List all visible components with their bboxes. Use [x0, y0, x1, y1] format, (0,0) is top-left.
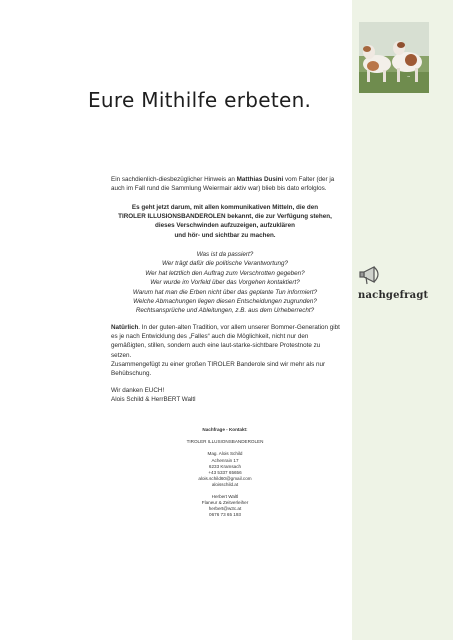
natuerlich-text: . In der guten-alten Tradition, vor allem unserer Bommer-Generation gibt es je nach Entwicklung des „Falles“ auch die Möglichkeit, nicht nur den gemäßigten, stillen, sondern auch eine laut-starke-sichtbare Protestnote zu setzen.: [111, 324, 340, 359]
contact-line: Flaneur & Zeitverleiher: [201, 499, 249, 505]
question-line: Warum hat man die Erben nicht über das geplante Tun informiert?: [132, 288, 318, 296]
megaphone-icon: [358, 262, 392, 290]
question-line: Welche Abmachungen liegen diesen Entscheidungen zugrunden?: [133, 298, 317, 306]
natuerlich-lead: Natürlich: [111, 324, 139, 331]
intro-paragraph: [111, 175, 343, 194]
cows-photo: [359, 22, 429, 93]
question-line: Wer wurde im Vorfeld über das Vorgehen kontaktiert?: [150, 279, 300, 287]
cover-image-cows: [359, 22, 429, 93]
intro-text-1: Ein sachdienlich-diesbezüglicher Hinweis an: [111, 176, 237, 183]
bold-statement: [111, 203, 339, 240]
contact-line: Achenrain 17: [211, 457, 239, 463]
contact-email[interactable]: alois.schild60@gmail.com: [198, 476, 252, 482]
contact-line: Mag. Alois Schild: [207, 451, 243, 457]
thanks-block: [111, 386, 339, 404]
contact-line: +43 5337 65656: [208, 470, 242, 476]
contact-line: 6233 Kramsach: [208, 463, 242, 469]
nachgefragt-label: nachgefragt: [358, 290, 429, 301]
sidebar-panel: [352, 0, 453, 640]
question-line: Wer trägt dafür die politische Verantwortung?: [161, 260, 288, 268]
contact-line: Herbert Waltl: [211, 493, 239, 499]
natuerlich-paragraph: [111, 323, 341, 378]
intro-name: Matthias Dusini: [236, 176, 284, 183]
bold-line: dieses Verschwinden aufzuzeigen, aufzuklären: [155, 222, 295, 230]
nachgefragt-badge: [358, 262, 438, 304]
contact-title: Nachfrage - Kontakt:: [202, 427, 248, 432]
natuerlich-text-2: Zusammengefügt zu einer großen TIROLER Banderole sind wir mehr als nur Behübschung.: [111, 360, 326, 378]
contact-block: [111, 427, 339, 518]
contact-org: TIROLER ILLUSIONSBANDEROLEN: [186, 439, 264, 445]
intro-text-2: vom Falter (der ja auch im Fall rund die Sammlung Weiermair aktiv war) blieb bis dato erfolglos.: [111, 176, 335, 193]
question-line: Was ist da passiert?: [196, 251, 254, 258]
signature-line: Alois Schild & HerrBERT Waltl: [111, 396, 196, 404]
thanks-line: Wir danken EUCH!: [111, 387, 165, 394]
question-line: Rechtsansprüche und Ableitungen, z.B. aus dem Urheberrecht?: [135, 307, 315, 315]
page-title: Eure Mithilfe erbeten.: [88, 88, 312, 112]
contact-website[interactable]: aloisschild.at: [211, 482, 239, 488]
questions-list: [111, 250, 339, 316]
bold-line: TIROLER ILLUSIONSBANDEROLEN bekannt, die zur Verfügung stehen,: [118, 213, 332, 221]
bold-line: und hör- und sichtbar zu machen.: [174, 231, 276, 239]
contact-email[interactable]: herbert@w3c.at: [208, 506, 242, 512]
svg-text:~: ~: [407, 74, 411, 79]
question-line: Wer hat letztlich den Auftrag zum Verschrotten gegeben?: [145, 269, 305, 277]
contact-line: 0676 73 65 193: [209, 512, 241, 518]
bold-line: Es geht jetzt darum, mit allen kommunikativen Mitteln, die den: [131, 204, 319, 211]
